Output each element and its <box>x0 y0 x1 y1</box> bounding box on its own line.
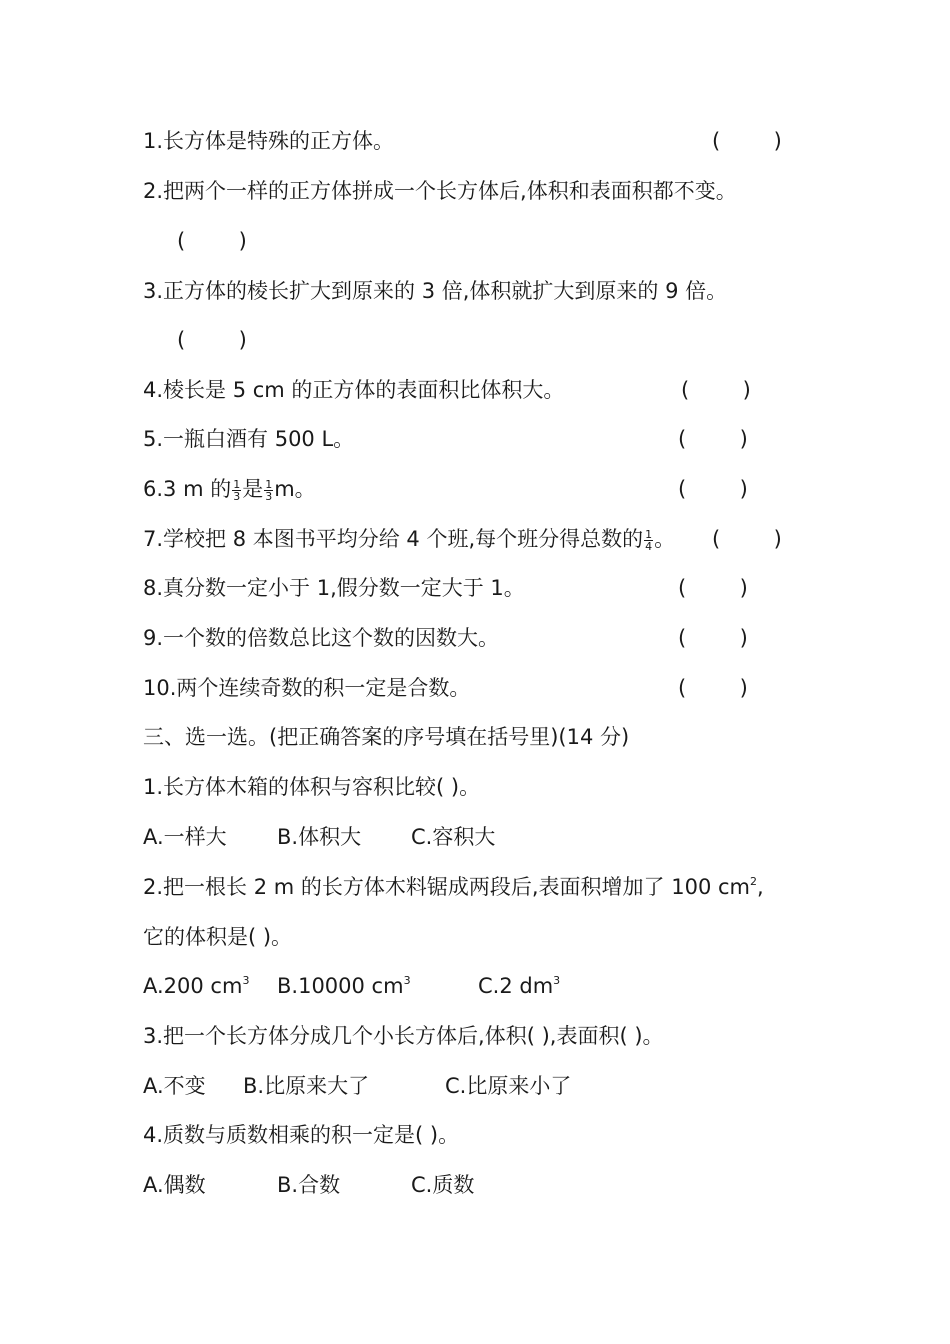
option-c: C.比原来小了 <box>445 1074 572 1098</box>
section3-heading: 三、选一选。(把正确答案的序号填在括号里)(14 分) <box>143 725 630 749</box>
answer-paren-q4: ( ) <box>681 378 751 402</box>
judge-q6 <box>143 475 316 503</box>
option-b: B.10000 $cm^3$ <box>277 974 411 998</box>
answer-paren-q5: ( ) <box>678 427 748 451</box>
option-a: A.一样大 <box>143 825 227 849</box>
judge-q9: 9.一个数的倍数总比这个数的因数大。 <box>143 626 500 650</box>
fraction-one-third-b: $\frac{1}{3}$ <box>265 477 273 503</box>
option-c: C.容积大 <box>411 825 496 849</box>
option-b: B.体积大 <box>277 825 362 849</box>
answer-paren-q2: ( ) <box>177 229 247 253</box>
judge-q7-part-b: 。 <box>654 527 676 551</box>
judge-q1: 1.长方体是特殊的正方体。 <box>143 129 395 153</box>
choice-q2-text: 2.把一根长 2 m 的长方体木料锯成两段后,表面积增加了 100 cm <box>143 875 750 899</box>
judge-q6-part-b: 是 <box>242 477 264 501</box>
choice-q3: 3.把一个长方体分成几个小长方体后,体积( ),表面积( )。 <box>143 1024 664 1048</box>
judge-q8: 8.真分数一定小于 1,假分数一定大于 1。 <box>143 576 525 600</box>
answer-paren-q6: ( ) <box>678 477 748 501</box>
judge-q7 <box>143 525 675 553</box>
choice-q2-line2: 它的体积是( )。 <box>143 925 293 949</box>
option-c: C.2 $dm^3$ <box>478 974 561 998</box>
superscript-two: 2 <box>750 875 757 888</box>
judge-q4: 4.棱长是 5 cm 的正方体的表面积比体积大。 <box>143 378 565 402</box>
judge-q7-part-a: 7.学校把 8 本图书平均分给 4 个班,每个班分得总数的 <box>143 527 644 551</box>
answer-paren-q3: ( ) <box>177 328 247 352</box>
judge-q2: 2.把两个一样的正方体拼成一个长方体后,体积和表面积都不变。 <box>143 179 737 203</box>
option-c: C.质数 <box>411 1173 475 1197</box>
option-b: B.合数 <box>277 1173 341 1197</box>
judge-q6-part-c: m。 <box>274 477 316 501</box>
judge-q3: 3.正方体的棱长扩大到原来的 3 倍,体积就扩大到原来的 9 倍。 <box>143 279 728 303</box>
answer-paren-q9: ( ) <box>678 626 748 650</box>
choice-q4: 4.质数与质数相乘的积一定是( )。 <box>143 1123 460 1147</box>
option-a: A.不变 <box>143 1074 206 1098</box>
option-a: A.偶数 <box>143 1173 206 1197</box>
judge-q6-part-a: 6.3 m 的 <box>143 477 232 501</box>
fraction-one-quarter: $\frac{1}{4}$ <box>645 527 653 553</box>
choice-q2-comma: , <box>757 875 764 899</box>
option-a: A.200 $cm^3$ <box>143 974 250 998</box>
answer-paren-q7: ( ) <box>712 527 782 551</box>
option-b: B.比原来大了 <box>243 1074 370 1098</box>
choice-q2-line1 <box>143 873 764 901</box>
answer-paren-q10: ( ) <box>678 676 748 700</box>
answer-paren-q8: ( ) <box>678 576 748 600</box>
answer-paren-q1: ( ) <box>712 129 782 153</box>
choice-q1: 1.长方体木箱的体积与容积比较( )。 <box>143 775 481 799</box>
judge-q5: 5.一瓶白酒有 500 L。 <box>143 427 355 451</box>
judge-q10: 10.两个连续奇数的积一定是合数。 <box>143 676 471 700</box>
fraction-one-third-a: $\frac{1}{3}$ <box>233 477 241 503</box>
